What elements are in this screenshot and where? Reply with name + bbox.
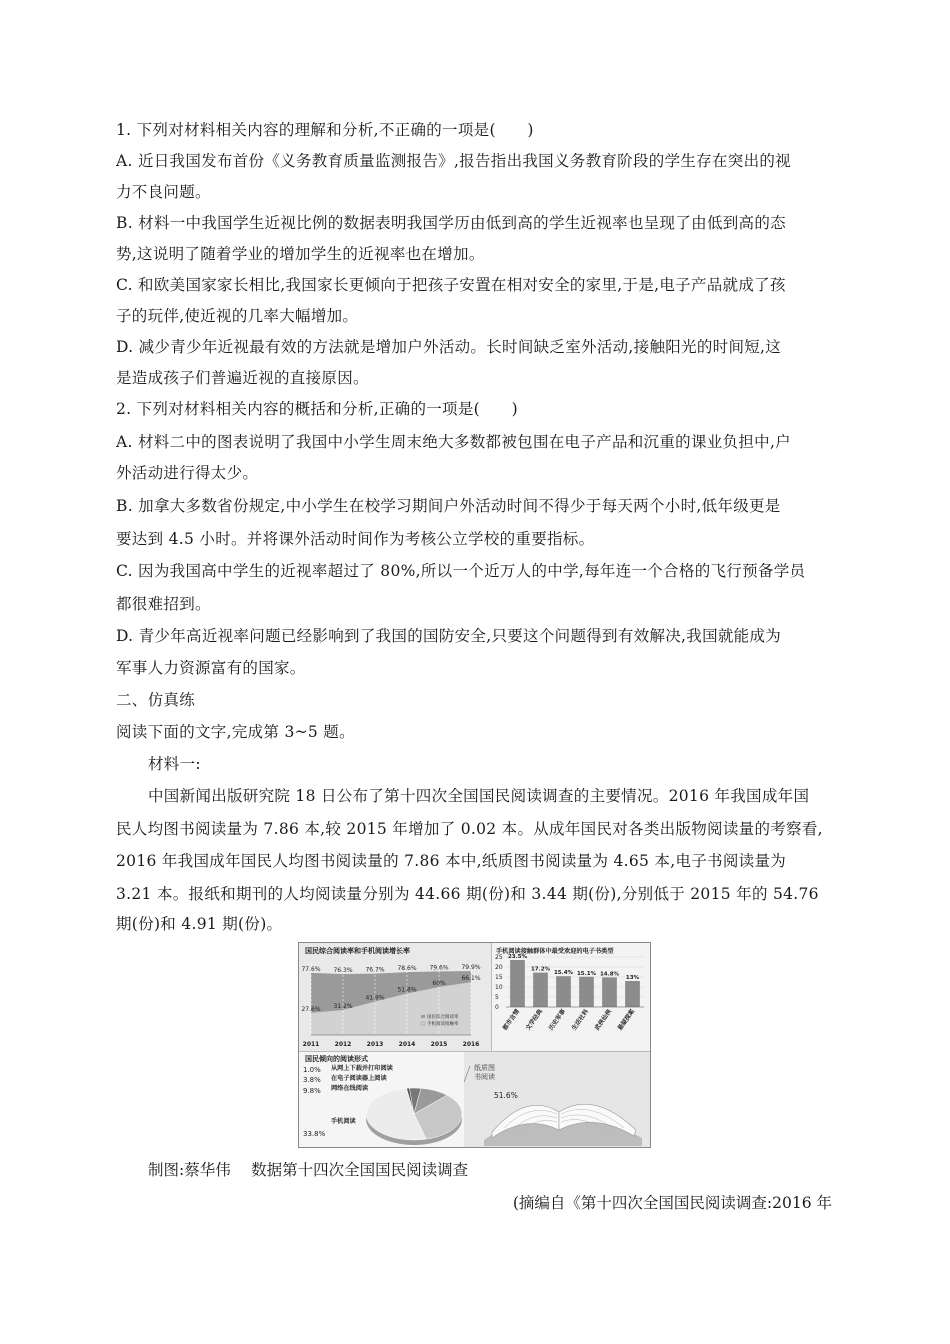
year-tick-label: 2016 [462,1041,480,1048]
bar [625,981,640,1007]
material-paragraph-line-5: 期(份)和 4.91 期(份)。 [116,915,283,933]
year-tick-label: 2014 [398,1041,416,1048]
category-label: 都市言情 [501,1008,522,1032]
section-instruction: 阅读下面的文字,完成第 3~5 题。 [116,723,355,741]
year-tick-label: 2011 [302,1041,320,1048]
reading-rate-chart [299,943,492,1052]
question-2-option-d: D. 青少年高近视率问题已经影响到了我国的国防安全,只要这个问题得到有效解决,我国就能成为 [116,627,782,645]
reading-rate-label: 78.6% [397,965,417,973]
paper-reading-label-2: 书阅读 [474,1073,495,1081]
material-paragraph-line-4: 3.21 本。报纸和期刊的人均阅读量分别为 44.66 期(份)和 3.44 期(份),分别低于 2015 年的 54.76 [116,885,819,903]
year-tick-label: 2015 [430,1041,448,1048]
paper-reading-label-1: 纸质图 [474,1064,495,1072]
y-tick-label: 5 [495,994,499,1001]
question-1-option-d: D. 减少青少年近视最有效的方法就是增加户外活动。长时间缺乏室外活动,接触阳光的时间短,这 [116,338,782,356]
material-paragraph-line-1: 中国新闻出版研究院 18 日公布了第十四次全国国民阅读调查的主要情况。2016 年我国成年国 [148,787,810,805]
y-tick-label: 20 [495,964,503,971]
source-citation: (摘编自《第十四次全国国民阅读调查:2016 年 [512,1194,832,1212]
year-tick-label: 2013 [366,1041,384,1048]
bar [602,977,617,1007]
mobile-reading-label: 66.1% [461,975,481,983]
open-book-icon [464,1052,650,1147]
y-tick-label: 0 [495,1004,499,1011]
question-2-option-c-cont: 都很难招到。 [116,595,211,613]
bar [510,960,525,1007]
pie-percent-label: 3.8% [303,1076,321,1084]
pie-slice-label: 从网上下载并打印阅读 [331,1065,393,1072]
question-2-stem: 2. 下列对材料相关内容的概括和分析,正确的一项是( ) [116,400,518,418]
reading-survey-infographic [298,942,651,1148]
bar-value-label: 15.1% [576,970,597,977]
category-label: 悬疑探案 [616,1008,637,1032]
section-heading: 二、仿真练 [116,691,196,709]
category-label: 生活社科 [570,1008,591,1032]
material-paragraph-line-3: 2016 年我国成年国民人均图书阅读量的 7.86 本中,纸质图书阅读量为 4.65 本,电子书阅读量为 [116,852,787,870]
y-tick-label: 15 [495,974,503,981]
material-paragraph-line-2: 民人均图书阅读量为 7.86 本,较 2015 年增加了 0.02 本。从成年国民对各类出版物阅读量的考察看, [116,820,823,838]
mobile-reading-label: 41.9% [365,994,385,1002]
reading-form-chart-title: 国民倾向的阅读形式 [305,1055,368,1063]
year-tick-label: 2012 [334,1041,352,1048]
category-label: 文学经典 [524,1008,545,1032]
question-1-stem: 1. 下列对材料相关内容的理解和分析,不正确的一项是( ) [116,121,534,139]
reading-rate-label: 79.9% [461,964,481,972]
pie-percent-label: 33.8% [303,1130,326,1138]
material-label: 材料一: [148,755,201,773]
pie-percent-label: 9.8% [303,1087,321,1095]
legend-swatch-reading [421,1015,425,1018]
reading-rate-svg [299,943,491,1051]
paper-reading-percent: 51.6% [494,1091,518,1100]
mobile-reading-label: 51.8% [397,986,417,994]
bar-value-label: 17.2% [530,966,551,973]
pie-slice-label: 手机阅读 [331,1118,356,1125]
ebook-type-svg [492,943,650,1051]
question-2-option-b-cont: 要达到 4.5 小时。并将课外活动时间作为考核公立学校的重要指标。 [116,530,595,548]
category-label: 武侠仙侠 [593,1008,614,1032]
reading-rate-label: 79.6% [429,964,449,972]
bar [556,976,571,1007]
bar [579,977,594,1007]
question-1-option-a-cont: 力不良问题。 [116,183,211,201]
bar-value-label: 23.5% [507,954,528,960]
mobile-reading-label: 60% [432,980,446,987]
question-1-option-c-cont: 子的玩伴,使近视的几率大幅增加。 [116,307,359,325]
ebook-type-chart [492,943,650,1052]
question-1-option-b: B. 材料一中我国学生近视比例的数据表明我国学历由低到高的学生近视率也呈现了由低到高的态 [116,214,786,232]
reading-form-svg [299,1052,464,1147]
question-1-option-a: A. 近日我国发布首份《义务教育质量监测报告》,报告指出我国义务教育阶段的学生存在突出的视 [116,152,791,170]
legend-swatch-mobile [421,1022,425,1025]
category-label: 历史军事 [547,1008,568,1032]
reading-rate-label: 76.7% [365,966,385,974]
question-2-option-d-cont: 军事人力资源富有的国家。 [116,659,306,677]
figure-caption: 制图:蔡华伟 数据第十四次全国国民阅读调查 [148,1161,469,1179]
bar-value-label: 15.4% [553,970,574,977]
y-tick-label: 25 [495,954,503,961]
mobile-reading-label: 31.2% [333,1003,353,1011]
reading-form-chart [299,1052,464,1147]
question-2-option-a-cont: 外活动进行得太少。 [116,464,259,482]
question-1-option-c: C. 和欧美国家家长相比,我国家长更倾向于把孩子安置在相对安全的家里,于是,电子产品就成了孩 [116,276,786,294]
question-1-option-d-cont: 是造成孩子们普遍近视的直接原因。 [116,369,369,387]
question-2-option-a: A. 材料二中的图表说明了我国中小学生周末绝大多数都被包围在电子产品和沉重的课业负担中,户 [116,433,791,451]
reading-rate-chart-title: 国民综合阅读率和手机阅读增长率 [305,947,410,955]
pie-slice-label: 在电子阅读器上阅读 [331,1075,387,1082]
reading-rate-label: 76.3% [333,966,353,974]
reading-rate-label: 77.6% [301,965,321,973]
question-2-option-c: C. 因为我国高中学生的近视率超过了 80%,所以一个近万人的中学,每年连一个合格的飞行预备学员 [116,562,806,580]
y-tick-label: 10 [495,984,503,991]
legend-mobile-rate: 手机阅读接触率 [427,1022,459,1027]
pie-slice-label: 网络在线阅读 [331,1085,369,1092]
open-book-illustration [464,1052,650,1147]
bar-value-label: 13% [625,975,640,981]
question-1-option-b-cont: 势,这说明了随着学业的增加学生的近视率也在增加。 [116,245,485,263]
bar [533,973,548,1007]
mobile-reading-label: 27.6% [301,1005,321,1013]
legend-reading-rate: 国民综合阅读率 [427,1015,459,1020]
question-2-option-b: B. 加拿大多数省份规定,中小学生在校学习期间户外活动时间不得少于每天两个小时,低年级更是 [116,497,781,515]
pie-percent-label: 1.0% [303,1066,321,1074]
ebook-type-chart-title: 手机阅读接触群体中最受欢迎的电子书类型 [496,948,614,955]
bar-value-label: 14.8% [599,971,620,978]
